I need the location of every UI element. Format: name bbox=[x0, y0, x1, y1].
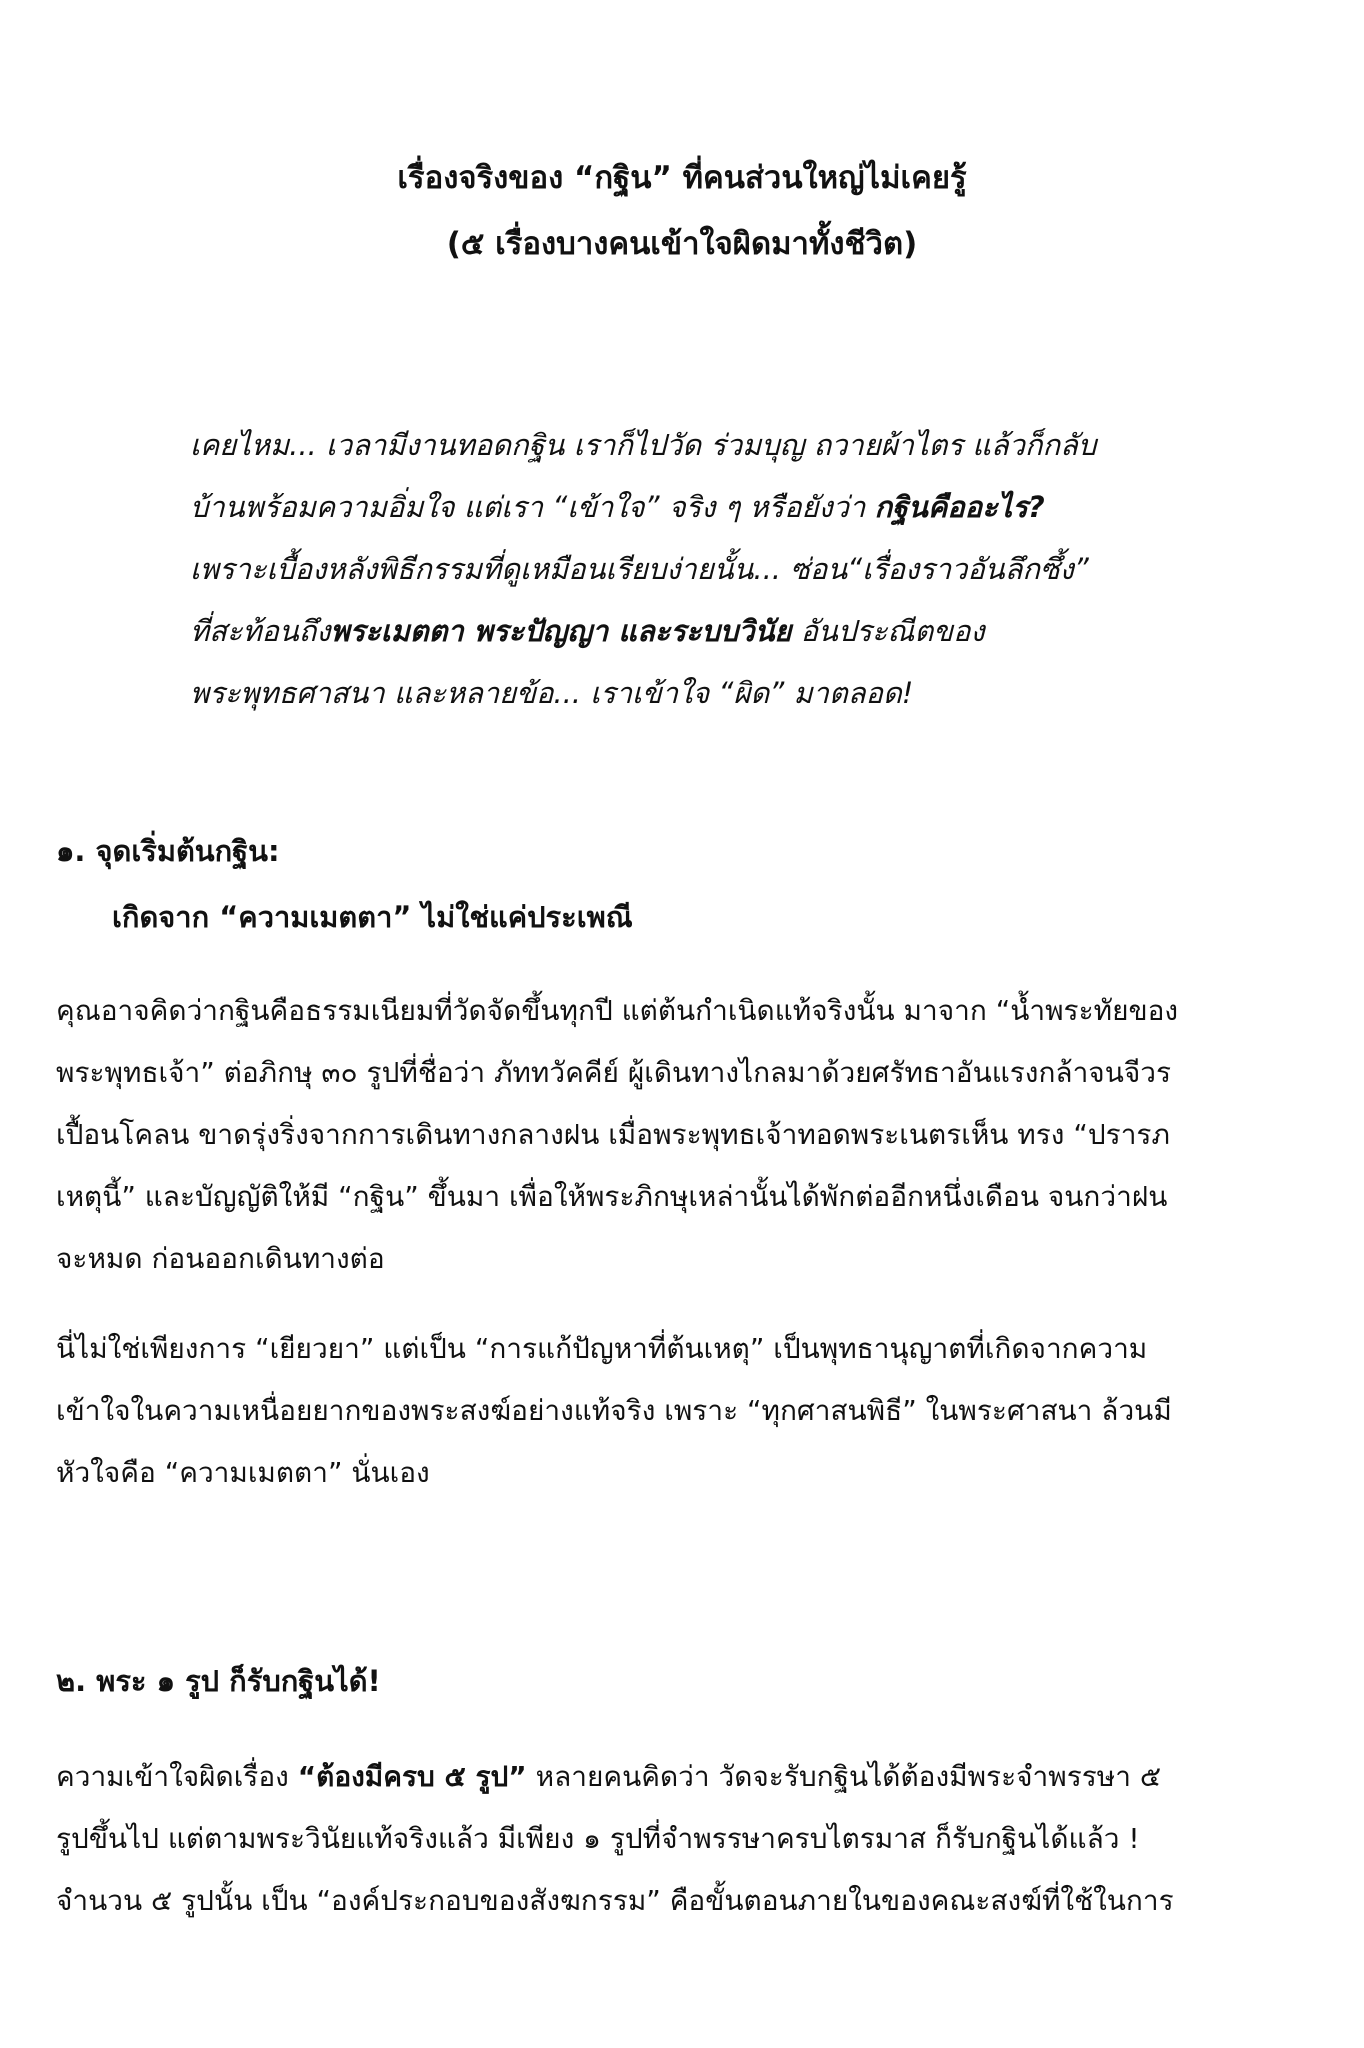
paragraph-emphasis: “ต้องมีครบ ๕ รูป” bbox=[297, 1760, 527, 1793]
intro-emphasis: กฐินคืออะไร? bbox=[874, 490, 1045, 524]
intro-line: เพราะเบื้องหลังพิธีกรรมที่ดูเหมือนเรียบง่ายนั้น... ซ่อน“เรื่องราวอันลึกซึ้ง” bbox=[190, 552, 1089, 586]
section-1-subheading: เกิดจาก “ความเมตตา” ไม่ใช่แค่ประเพณี bbox=[112, 900, 633, 934]
title-line-1: เรื่องจริงของ “กฐิน” ที่คนส่วนใหญ่ไม่เคยรู้ bbox=[397, 160, 967, 196]
paragraph-line: หัวใจคือ “ความเมตตา” นั่นเอง bbox=[56, 1456, 430, 1489]
section-1-heading: ๑. จุดเริ่มต้นกฐิน: bbox=[56, 834, 280, 868]
paragraph-line bbox=[56, 1746, 1318, 1808]
intro-emphasis: พระเมตตา พระปัญญา และระบบวินัย bbox=[330, 614, 792, 648]
intro-line bbox=[190, 600, 1230, 662]
intro-line: พระพุทธศาสนา และหลายข้อ... เราเข้าใจ “ผิด” มาตลอด! bbox=[190, 676, 914, 710]
section-1-paragraph-2 bbox=[56, 1318, 1318, 1504]
intro-text: บ้านพร้อมความอิ่มใจ แต่เรา “เข้าใจ” จริง ๆ หรือยังว่า bbox=[190, 490, 875, 524]
paragraph-line: เข้าใจในความเหนื่อยยากของพระสงฆ์อย่างแท้จริง เพราะ “ทุกศาสนพิธี” ในพระศาสนา ล้วนมี bbox=[56, 1394, 1172, 1427]
paragraph-line: เหตุนี้” และบัญญัติให้มี “กฐิน” ขึ้นมา เพื่อให้พระภิกษุเหล่านั้นได้พักต่ออีกหนึ่งเดือน จนกว่าฝน bbox=[56, 1180, 1168, 1213]
paragraph-line: รูปขึ้นไป แต่ตามพระวินัยแท้จริงแล้ว มีเพียง ๑ รูปที่จำพรรษาครบไตรมาส ก็รับกฐินได้แล้ว ! bbox=[56, 1822, 1140, 1855]
paragraph-line: จะหมด ก่อนออกเดินทางต่อ bbox=[56, 1242, 385, 1275]
paragraph-text: หลายคนคิดว่า วัดจะรับกฐินได้ต้องมีพระจำพรรษา ๕ bbox=[526, 1760, 1162, 1793]
paragraph-line: คุณอาจคิดว่ากฐินคือธรรมเนียมที่วัดจัดขึ้นทุกปี แต่ต้นกำเนิดแท้จริงนั้น มาจาก “น้ำพระทัยของ bbox=[56, 994, 1179, 1027]
section-1-paragraph-1 bbox=[56, 980, 1318, 1290]
paragraph-line: พระพุทธเจ้า” ต่อภิกษุ ๓๐ รูปที่ชื่อว่า ภัททวัคคีย์ ผู้เดินทางไกลมาด้วยศรัทธาอันแรงกล้าจนจีวร bbox=[56, 1056, 1172, 1089]
intro-line bbox=[190, 476, 1230, 538]
section-2-paragraph-1 bbox=[56, 1746, 1318, 1932]
intro-line: เคยไหม... เวลามีงานทอดกฐิน เราก็ไปวัด ร่วมบุญ ถวายผ้าไตร แล้วก็กลับ bbox=[190, 428, 1097, 462]
intro-text: อันประณีตของ bbox=[791, 614, 985, 648]
paragraph-line: จำนวน ๕ รูปนั้น เป็น “องค์ประกอบของสังฆกรรม” คือขั้นตอนภายในของคณะสงฆ์ที่ใช้ในการ bbox=[56, 1884, 1174, 1917]
paragraph-text: ความเข้าใจผิดเรื่อง bbox=[56, 1760, 298, 1793]
intro-paragraph bbox=[190, 414, 1230, 724]
intro-text: ที่สะท้อนถึง bbox=[190, 614, 331, 648]
paragraph-line: เปื้อนโคลน ขาดรุ่งริ่งจากการเดินทางกลางฝน เมื่อพระพุทธเจ้าทอดพระเนตรเห็น ทรง “ปรารภ bbox=[56, 1118, 1170, 1151]
title-line-2: (๕ เรื่องบางคนเข้าใจผิดมาทั้งชีวิต) bbox=[446, 226, 918, 262]
paragraph-line: นี่ไม่ใช่เพียงการ “เยียวยา” แต่เป็น “การแก้ปัญหาที่ต้นเหตุ” เป็นพุทธานุญาตที่เกิดจากความ bbox=[56, 1332, 1148, 1365]
section-2-heading: ๒. พระ ๑ รูป ก็รับกฐินได้! bbox=[56, 1664, 381, 1698]
